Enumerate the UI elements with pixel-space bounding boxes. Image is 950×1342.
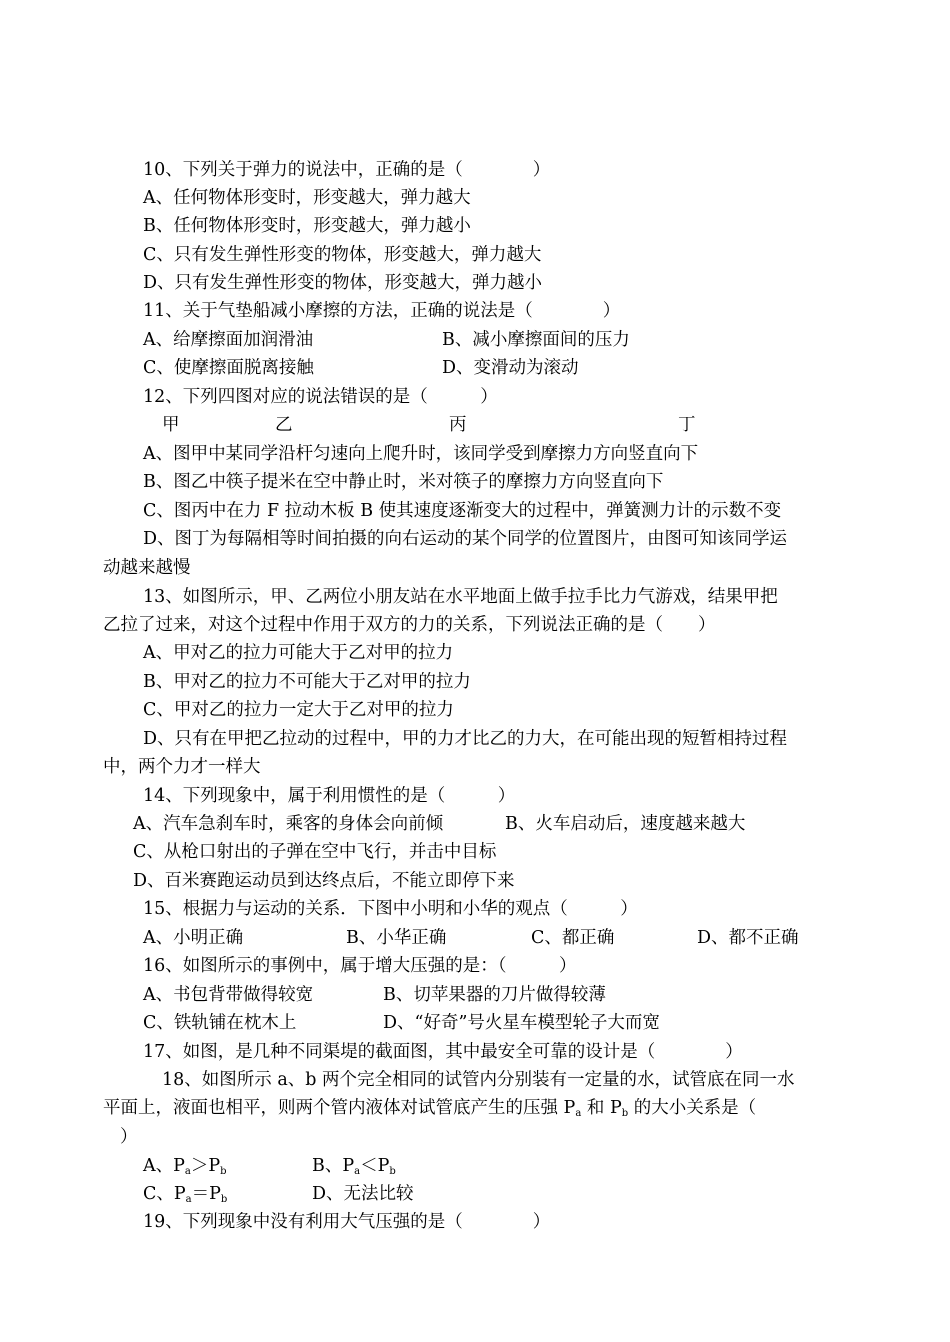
q17-stem: 17、如图，是几种不同渠堤的截面图，其中最安全可靠的设计是（ ） (143, 1042, 743, 1062)
q14-option-c: C、从枪口射出的子弹在空中飞行，并击中目标 (133, 842, 497, 862)
q13-option-b: B、甲对乙的拉力不可能大于乙对甲的拉力 (143, 672, 471, 692)
q12-fig-label-bing: 丙 (449, 415, 467, 435)
q12-option-d-line1: D、图丁为每隔相等时间拍摄的向右运动的某个同学的位置图片，由图可知该同学运 (143, 529, 788, 549)
q15-option-d: D、都不正确 (697, 928, 799, 948)
q18-stem-line1: 18、如图所示 a、b 两个完全相同的试管内分别装有一定量的水，试管底在同一水 (162, 1070, 795, 1090)
q12-option-d-line2: 动越来越慢 (103, 558, 191, 578)
q12-option-b: B、图乙中筷子提米在空中静止时，米对筷子的摩擦力方向竖直向下 (143, 472, 664, 492)
q18-stem-line2: 平面上，液面也相平，则两个管内液体对试管底产生的压强 $P_a$ 和 $P_b$ 的大小关系是（ (103, 1098, 757, 1119)
q13-option-c: C、甲对乙的拉力一定大于乙对甲的拉力 (143, 700, 454, 720)
q10-option-c: C、只有发生弹性形变的物体，形变越大，弹力越大 (143, 245, 542, 265)
q13-option-d-line1: D、只有在甲把乙拉动的过程中，甲的力才比乙的力大，在可能出现的短暂相持过程 (143, 729, 788, 749)
q19-stem: 19、下列现象中没有利用大气压强的是（ ） (143, 1212, 551, 1232)
q10-option-a: A、任何物体形变时，形变越大，弹力越大 (143, 188, 471, 208)
q10-option-d: D、只有发生弹性形变的物体，形变越大，弹力越小 (143, 273, 543, 293)
q18-stem-line3: ） (120, 1127, 138, 1147)
q11-stem: 11、关于气垫船减小摩擦的方法，正确的说法是（ ） (143, 301, 621, 321)
q13-stem-line1: 13、如图所示，甲、乙两位小朋友站在水平地面上做手拉手比力气游戏，结果甲把 (143, 587, 778, 607)
q11-option-a: A、给摩擦面加润滑油 (143, 330, 314, 350)
q11-option-b: B、减小摩擦面间的压力 (442, 330, 630, 350)
q10-option-b: B、任何物体形变时，形变越大，弹力越小 (143, 216, 471, 236)
q16-option-c: C、铁轨铺在枕木上 (143, 1013, 297, 1033)
q14-option-a: A、汽车急刹车时，乘客的身体会向前倾 (133, 814, 444, 834)
q15-option-c: C、都正确 (531, 928, 615, 948)
q14-option-d: D、百米赛跑运动员到达终点后，不能立即停下来 (133, 871, 515, 891)
q11-option-c: C、使摩擦面脱离接触 (143, 358, 314, 378)
q14-stem: 14、下列现象中，属于利用惯性的是（ ） (143, 786, 516, 806)
q16-option-a: A、书包背带做得较宽 (143, 985, 314, 1005)
q12-option-a: A、图甲中某同学沿杆匀速向上爬升时，该同学受到摩擦力方向竖直向下 (143, 444, 699, 464)
q12-fig-label-ding: 丁 (678, 415, 696, 435)
q16-stem: 16、如图所示的事例中，属于增大压强的是：（ ） (143, 956, 577, 976)
q15-option-a: A、小明正确 (143, 928, 244, 948)
q16-option-b: B、切苹果器的刀片做得较薄 (383, 985, 606, 1005)
q14-option-b: B、火车启动后，速度越来越大 (505, 814, 746, 834)
q16-option-d: D、“好奇”号火星车模型轮子大而宽 (383, 1013, 660, 1033)
q13-option-d-line2: 中，两个力才一样大 (103, 757, 261, 777)
q15-stem: 15、根据力与运动的关系．下图中小明和小华的观点（ ） (143, 899, 638, 919)
q18-option-d: D、无法比较 (312, 1184, 414, 1204)
q12-fig-label-yi: 乙 (275, 415, 293, 435)
q12-option-c: C、图丙中在力 F 拉动木板 B 使其速度逐渐变大的过程中，弹簧测力计的示数不变 (143, 501, 782, 521)
q18-option-c: C、$P_a=P_b$ (143, 1184, 228, 1205)
q12-stem: 12、下列四图对应的说法错误的是（ ） (143, 387, 498, 407)
q13-option-a: A、甲对乙的拉力可能大于乙对甲的拉力 (143, 643, 454, 663)
q13-stem-line2: 乙拉了过来，对这个过程中作用于双方的力的关系，下列说法正确的是（ ） (103, 615, 716, 635)
q10-stem: 10、下列关于弹力的说法中，正确的是（ ） (143, 160, 551, 180)
q18-option-a: A、$P_a>P_b$ (143, 1156, 227, 1177)
q18-option-b: B、$P_a<P_b$ (312, 1156, 396, 1177)
q12-fig-label-jia: 甲 (162, 415, 180, 435)
q11-option-d: D、变滑动为滚动 (442, 358, 579, 378)
q15-option-b: B、小华正确 (346, 928, 447, 948)
